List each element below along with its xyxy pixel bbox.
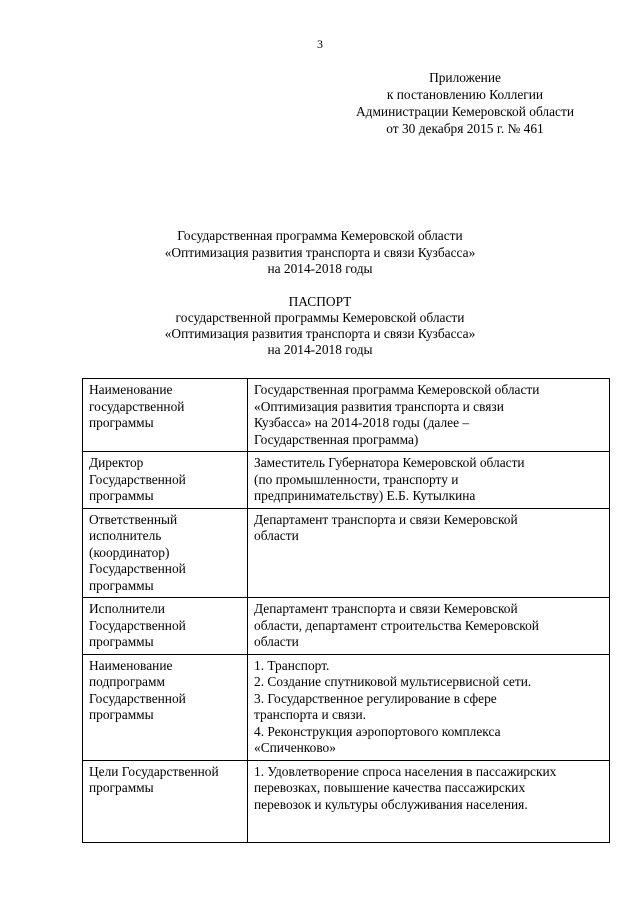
row-value-cell: 1. Транспорт. 2. Создание спутниковой мультисервисной сети. 3. Государственное регулирование в сфере транспорта и связи. 4. Реконструкция аэропортового комплекса «Спиченково» bbox=[248, 654, 610, 760]
program-title-line: на 2014-2018 годы bbox=[267, 261, 373, 276]
appendix-line: Администрации Кемеровской области bbox=[355, 104, 575, 119]
row-value-cell: Заместитель Губернатора Кемеровской области (по промышленности, транспорту и предпринимательству) Е.Б. Кутылкина bbox=[248, 452, 610, 509]
table-row bbox=[83, 598, 610, 655]
passport-subtitle-line: на 2014-2018 годы bbox=[267, 342, 373, 357]
row-value-cell: 1. Удовлетворение спроса населения в пассажирских перевозках, повышение качества пассажирских перевозок и культуры обслуживания населения. bbox=[248, 760, 610, 842]
passport-heading-block bbox=[0, 294, 640, 358]
row-name-cell: Цели Государственной программы bbox=[83, 760, 248, 842]
table-row bbox=[83, 452, 610, 509]
appendix-block bbox=[320, 69, 610, 137]
passport-heading: ПАСПОРТ bbox=[288, 294, 352, 309]
appendix-line: к постановлению Коллегии bbox=[386, 87, 544, 102]
row-name-cell: Наименование подпрограмм Государственной программы bbox=[83, 654, 248, 760]
program-title-line: Государственная программа Кемеровской области bbox=[177, 228, 463, 243]
appendix-line: Приложение bbox=[429, 70, 501, 85]
program-title-line: «Оптимизация развития транспорта и связи Кузбасса» bbox=[164, 244, 476, 260]
row-value-cell: Департамент транспорта и связи Кемеровской области, департамент строительства Кемеровской области bbox=[248, 598, 610, 655]
passport-subtitle-line: государственной программы Кемеровской области bbox=[175, 310, 465, 325]
row-value-cell: Департамент транспорта и связи Кемеровской области bbox=[248, 508, 610, 598]
table-row bbox=[83, 379, 610, 452]
row-name-cell: Наименование государственной программы bbox=[83, 379, 248, 452]
row-name-cell: Директор Государственной программы bbox=[83, 452, 248, 509]
row-value-cell: Государственная программа Кемеровской области «Оптимизация развития транспорта и связи Кузбасса» на 2014-2018 годы (далее – Государственная программа) bbox=[248, 379, 610, 452]
passport-subtitle-line: «Оптимизация развития транспорта и связи Кузбасса» bbox=[164, 326, 476, 341]
passport-table bbox=[82, 378, 610, 843]
table-row bbox=[83, 760, 610, 842]
row-name-cell: Ответственный исполнитель (координатор) Государственной программы bbox=[83, 508, 248, 598]
row-name-cell: Исполнители Государственной программы bbox=[83, 598, 248, 655]
table-row bbox=[83, 654, 610, 760]
appendix-line: от 30 декабря 2015 г. № 461 bbox=[386, 121, 544, 136]
program-title bbox=[0, 228, 640, 278]
page-number: 3 bbox=[317, 37, 323, 51]
table-row bbox=[83, 508, 610, 598]
